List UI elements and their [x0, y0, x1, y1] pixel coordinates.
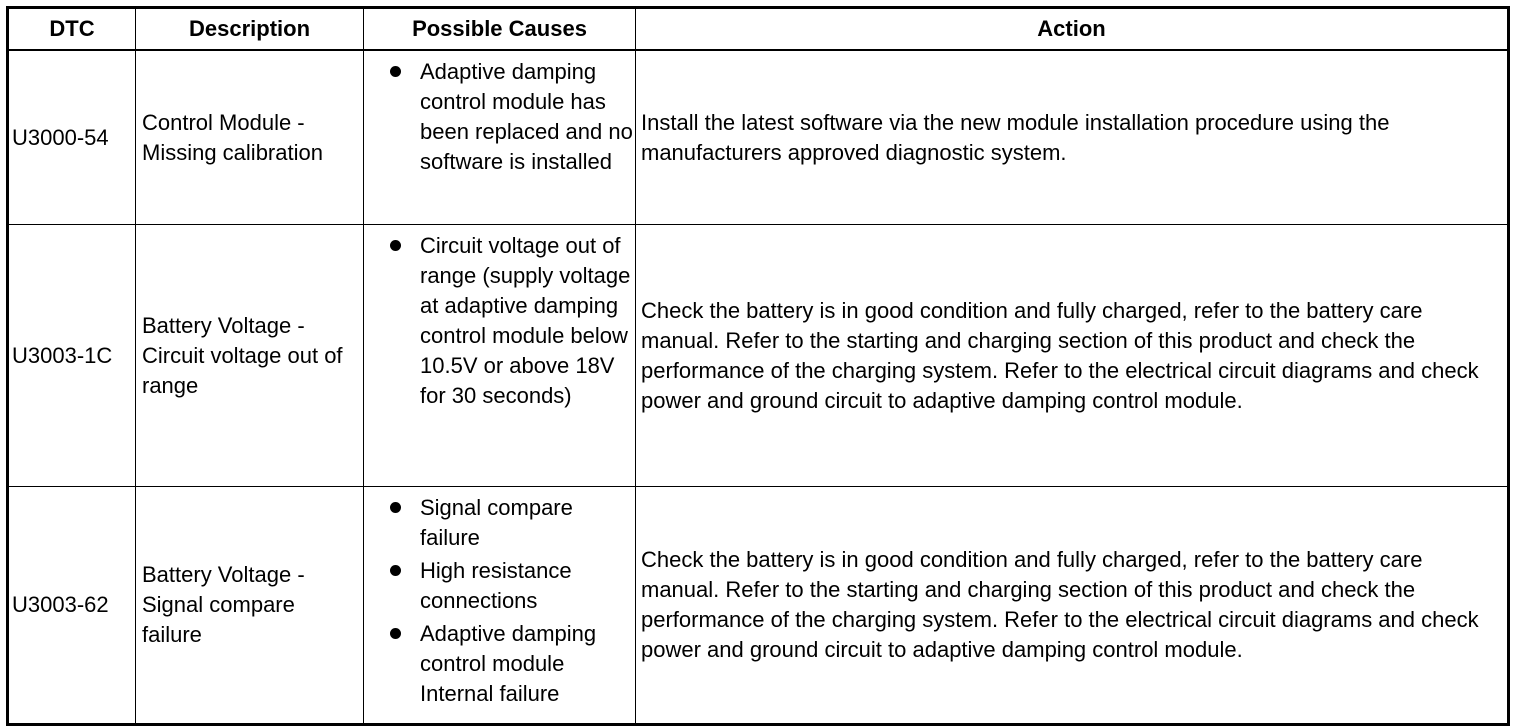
- dtc-table: [6, 6, 1510, 726]
- bullet-icon: [390, 565, 401, 576]
- causes-list: [386, 57, 633, 177]
- bullet-icon: [390, 66, 401, 77]
- dtc-code: U3003-62: [8, 487, 136, 725]
- bullet-icon: [390, 502, 401, 513]
- table-row: [8, 225, 1509, 487]
- table-row: [8, 487, 1509, 725]
- bullet-icon: [390, 240, 401, 251]
- possible-causes: [364, 50, 636, 225]
- cause-text: Adaptive damping control module has been replaced and no software is installed: [420, 59, 633, 174]
- dtc-code: U3003-1C: [8, 225, 136, 487]
- cause-text: High resistance connections: [420, 558, 572, 613]
- dtc-action: Check the battery is in good condition and fully charged, refer to the battery care manual. Refer to the starting and charging section of this product and check the performance of the charging system. Refer to the electrical circuit diagrams and check power and ground circuit to adaptive damping control module.: [636, 225, 1509, 487]
- possible-causes: [364, 225, 636, 487]
- dtc-description: Battery Voltage - Circuit voltage out of range: [136, 225, 364, 487]
- causes-list: [386, 493, 633, 709]
- cause-text: Adaptive damping control module Internal failure: [420, 621, 597, 706]
- dtc-description: Control Module - Missing calibration: [136, 50, 364, 225]
- dtc-action: Install the latest software via the new module installation procedure using the manufacturers approved diagnostic system.: [636, 50, 1509, 225]
- possible-causes: [364, 487, 636, 725]
- header-row: [8, 8, 1509, 51]
- header-possible-causes: Possible Causes: [364, 8, 636, 51]
- cause-item: [386, 231, 633, 411]
- table-row: [8, 50, 1509, 225]
- cause-item: [386, 493, 633, 553]
- bullet-icon: [390, 628, 401, 639]
- causes-list: [386, 231, 633, 411]
- header-description: Description: [136, 8, 364, 51]
- cause-item: [386, 57, 633, 177]
- cause-text: Circuit voltage out of range (supply voltage at adaptive damping control module below 10.5V or above 18V for 30 seconds): [420, 233, 631, 408]
- cause-text: Signal compare failure: [420, 495, 573, 550]
- header-action: Action: [636, 8, 1509, 51]
- dtc-action: Check the battery is in good condition and fully charged, refer to the battery care manual. Refer to the starting and charging section of this product and check the performance of the charging system. Refer to the electrical circuit diagrams and check power and ground circuit to adaptive damping control module.: [636, 487, 1509, 725]
- cause-item: [386, 619, 633, 709]
- dtc-description: Battery Voltage - Signal compare failure: [136, 487, 364, 725]
- cause-item: [386, 556, 633, 616]
- header-dtc: DTC: [8, 8, 136, 51]
- dtc-code: U3000-54: [8, 50, 136, 225]
